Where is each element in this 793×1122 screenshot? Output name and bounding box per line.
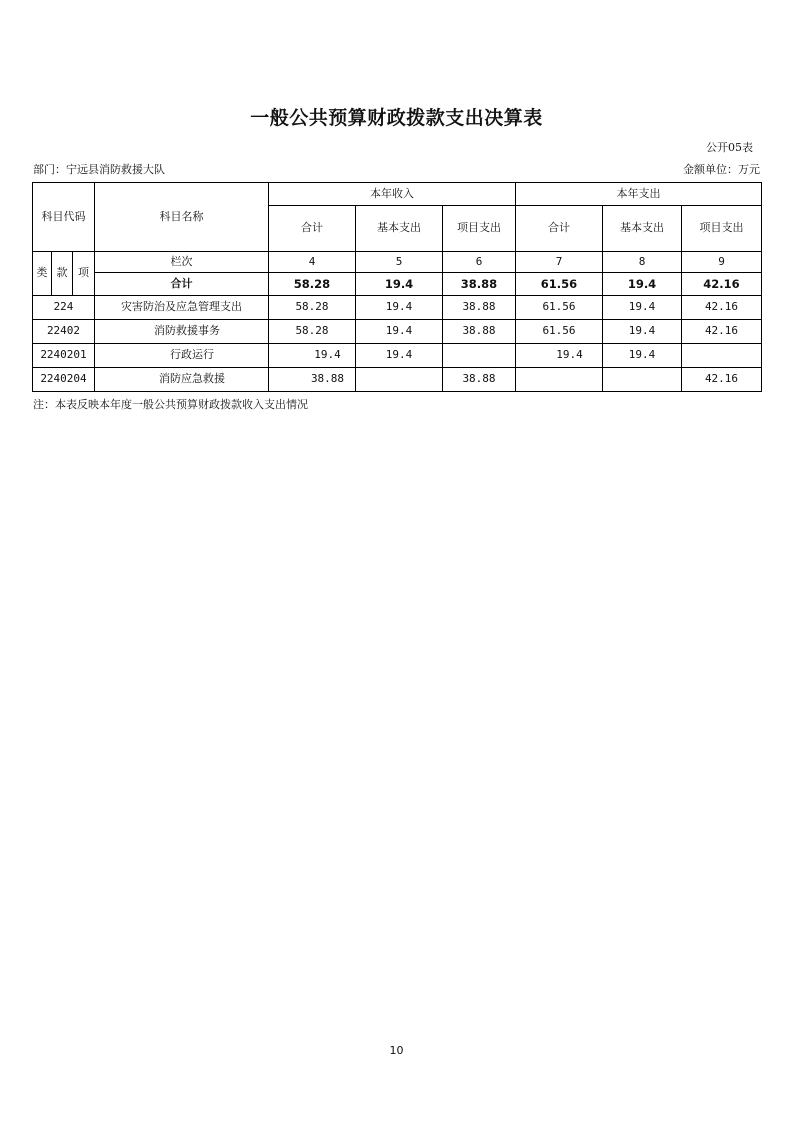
col-number: 5 [356, 252, 443, 273]
row-value: 19.4 [356, 344, 443, 368]
page-number: 10 [389, 1044, 404, 1057]
row-value [443, 344, 516, 368]
expenditure-table [32, 182, 762, 392]
total-label: 合计 [95, 273, 269, 296]
department-label: 部门：宁远县消防救援大队 [33, 163, 165, 176]
row-value: 38.88 [443, 368, 516, 392]
col-number: 9 [682, 252, 762, 273]
row-code: 22402 [33, 320, 95, 344]
expense-total-header: 合计 [516, 206, 603, 252]
total-row [33, 273, 762, 296]
row-value: 19.4 [269, 344, 356, 368]
table-row [33, 368, 762, 392]
row-value: 19.4 [516, 344, 603, 368]
row-name: 消防救援事务 [95, 320, 269, 344]
lei-header: 类 [33, 252, 52, 296]
row-value: 58.28 [269, 320, 356, 344]
row-code: 224 [33, 296, 95, 320]
table-row [33, 296, 762, 320]
row-code: 2240201 [33, 344, 95, 368]
row-value [603, 368, 682, 392]
income-group-header: 本年收入 [269, 183, 516, 206]
column-label: 栏次 [95, 252, 269, 273]
row-value: 58.28 [269, 296, 356, 320]
kuan-header: 款 [52, 252, 73, 296]
row-value: 61.56 [516, 320, 603, 344]
row-value [356, 368, 443, 392]
expense-project-header: 项目支出 [682, 206, 762, 252]
col-number: 7 [516, 252, 603, 273]
page-title: 一般公共预算财政拨款支出决算表 [250, 107, 543, 129]
income-total-header: 合计 [269, 206, 356, 252]
income-project-header: 项目支出 [443, 206, 516, 252]
total-value: 42.16 [682, 273, 762, 296]
total-value: 38.88 [443, 273, 516, 296]
table-row [33, 320, 762, 344]
row-value: 19.4 [603, 320, 682, 344]
subject-code-header: 科目代码 [33, 183, 95, 252]
col-number: 6 [443, 252, 516, 273]
income-basic-header: 基本支出 [356, 206, 443, 252]
column-number-row [33, 252, 762, 273]
row-value: 42.16 [682, 320, 762, 344]
row-value: 19.4 [603, 296, 682, 320]
col-number: 8 [603, 252, 682, 273]
row-value: 38.88 [443, 320, 516, 344]
xiang-header: 项 [73, 252, 95, 296]
row-value: 61.56 [516, 296, 603, 320]
amount-unit-label: 金额单位：万元 [683, 163, 760, 176]
total-value: 58.28 [269, 273, 356, 296]
form-number: 公开05表 [706, 141, 753, 154]
table-row [33, 344, 762, 368]
total-value: 19.4 [603, 273, 682, 296]
header-row-1 [33, 183, 762, 206]
subject-name-header: 科目名称 [95, 183, 269, 252]
col-number: 4 [269, 252, 356, 273]
row-value: 19.4 [356, 320, 443, 344]
total-value: 19.4 [356, 273, 443, 296]
row-value: 38.88 [443, 296, 516, 320]
row-value: 19.4 [603, 344, 682, 368]
expense-basic-header: 基本支出 [603, 206, 682, 252]
row-name: 消防应急救援 [95, 368, 269, 392]
row-value: 42.16 [682, 368, 762, 392]
row-name: 行政运行 [95, 344, 269, 368]
total-value: 61.56 [516, 273, 603, 296]
row-value: 38.88 [269, 368, 356, 392]
table-note: 注：本表反映本年度一般公共预算财政拨款收入支出情况 [33, 398, 308, 411]
row-value: 19.4 [356, 296, 443, 320]
row-name: 灾害防治及应急管理支出 [95, 296, 269, 320]
row-value: 42.16 [682, 296, 762, 320]
row-value [682, 344, 762, 368]
row-code: 2240204 [33, 368, 95, 392]
row-value [516, 368, 603, 392]
expense-group-header: 本年支出 [516, 183, 762, 206]
